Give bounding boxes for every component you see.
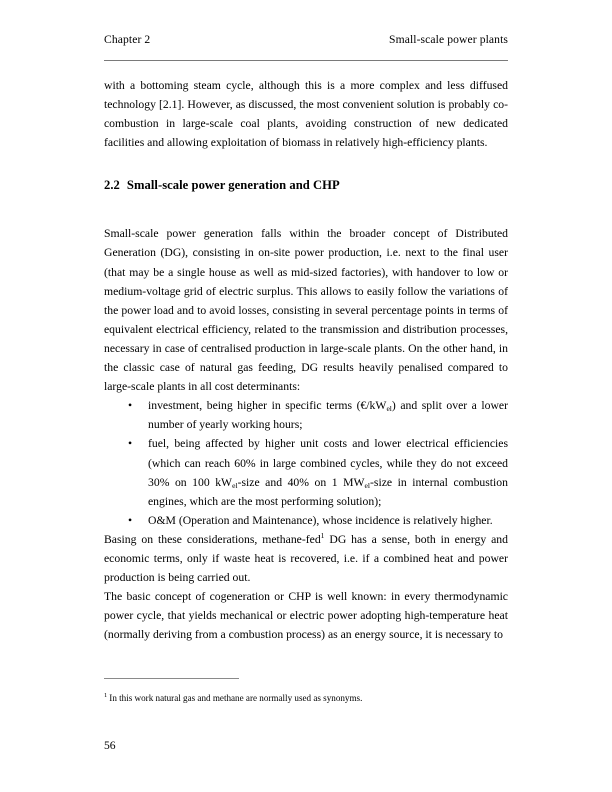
list-item	[128, 434, 508, 510]
list-item	[128, 396, 509, 434]
bullet-icon: •	[128, 437, 133, 451]
paragraph-intro: with a bottoming steam cycle, although this is a more complex and less diffused technology [2.1]. However, as discussed, the most convenient solution is probably co-combustion in large-scale coal plants, avoiding construction of new dedicated facilities and allowing exploitation of biomass in relatively high-efficiency plants.	[104, 79, 508, 150]
footnote-separator-rule	[104, 678, 239, 679]
list-item-text-part2: -size and 40% on 1 MW	[237, 475, 365, 489]
spacer-before-heading	[104, 152, 508, 176]
list-item-text-part1: investment, being higher in specific terms (€/kW	[148, 399, 387, 413]
bullet-icon: •	[128, 513, 133, 527]
footnote-marker: 1	[104, 692, 108, 699]
paragraph-basing	[104, 530, 508, 587]
list-item-text-part2: ) and split over a lower number of yearly working hours;	[148, 399, 509, 432]
subscript-el-second: el	[364, 480, 371, 490]
bullet-icon: •	[128, 399, 133, 413]
footnote	[104, 692, 508, 705]
section-heading	[104, 176, 508, 194]
paragraph-basing-part2: DG has a sense, both in energy and economic terms, only if waste heat is recovered, i.e. if a combined heat and power production is being carried out.	[104, 532, 508, 585]
subscript-el: el	[386, 404, 392, 414]
cost-determinants-list	[104, 396, 508, 530]
page-number: 56	[104, 739, 116, 752]
list-item	[128, 511, 508, 530]
section-number: 2.2	[104, 178, 120, 193]
spacer-after-heading	[104, 194, 508, 224]
list-item-text-part3: -size in internal combustion engines, which are the most performing solution);	[148, 475, 508, 508]
list-item-text-part1: fuel, being affected by higher unit costs and lower electrical efficiencies (which can reach 60% in large combined cycles, while they do not exceed 30% on 100 kW	[148, 437, 508, 489]
footnote-text: In this work natural gas and methane are normally used as synonyms.	[109, 693, 363, 703]
header-chapter-label: Chapter 2	[104, 33, 151, 46]
paragraph-cogeneration: The basic concept of cogeneration or CHP is well known: in every thermodynamic power cycle, that yields mechanical or electric power adopting high-temperature heat (normally deriving from a combustion process) as an energy source, it is necessary to	[104, 590, 508, 642]
section-title: Small-scale power generation and CHP	[126, 178, 340, 193]
paragraph-basing-part1: Basing on these considerations, methane-fed	[104, 532, 321, 546]
footnote-reference-marker: 1	[320, 530, 325, 540]
page-content	[104, 76, 508, 644]
subscript-el: el	[232, 480, 238, 490]
running-header	[104, 33, 508, 46]
header-title-label: Small-scale power plants	[389, 33, 508, 46]
header-divider-rule	[104, 60, 508, 61]
paragraph-dg-overview: Small-scale power generation falls within the broader concept of Distributed Generation (DG), consisting in on-site power production, i.e. next to the final user (that may be a single house as well as mid-sized factories), with handover to low or medium-voltage grid of electric surplus. This allows to easily follow the variations of the power load and to avoid losses, consisting in several percentage points in terms of equivalent electrical efficiency, related to the transmission and distribution processes, necessary in case of centralised production in large-scale plants. On the other hand, in the classic case of natural gas feeding, DG results heavily penalised compared to large-scale plants in all cost determinants:	[104, 227, 508, 394]
list-item-text-part1: O&M (Operation and Maintenance), whose incidence is relatively higher.	[148, 513, 493, 527]
